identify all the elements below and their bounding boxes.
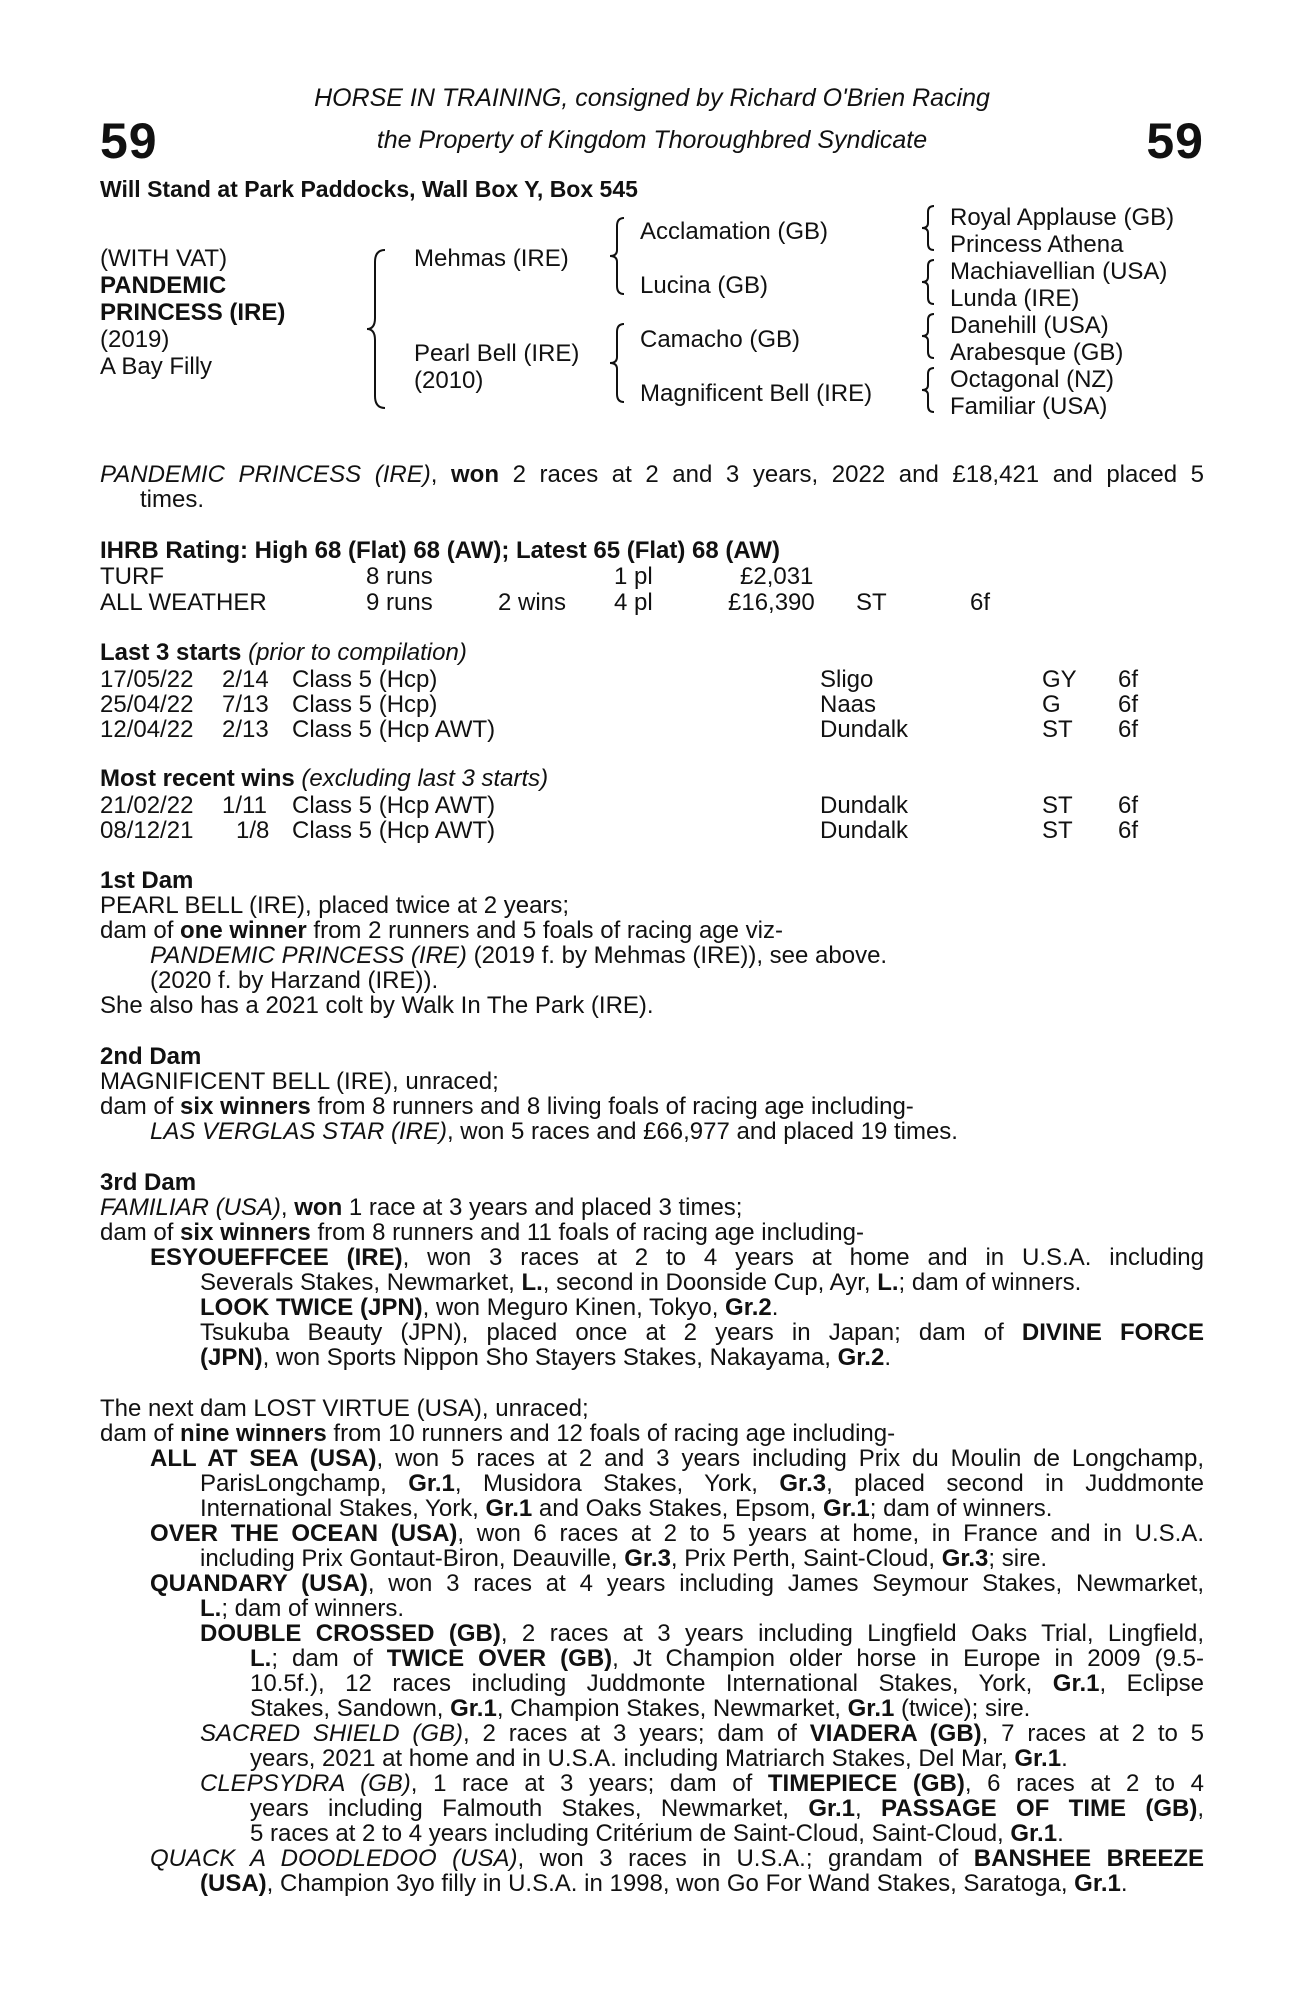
sire-name: Mehmas (IRE) — [414, 245, 569, 272]
next-dam-entry: years, 2021 at home and in U.S.A. including Matriarch Stakes, Del Mar, Gr.1. — [250, 1745, 1068, 1772]
horse-name-line2: PRINCESS (IRE) — [100, 299, 286, 326]
pedigree-brace-g3 — [920, 312, 938, 360]
next-dam-entry: QUACK A DOODLEDOO (USA), won 3 races in U.S.A.; grandam of BANSHEE BREEZE — [150, 1845, 1204, 1872]
pedigree-gen4-item: Octagonal (NZ) — [950, 366, 1115, 393]
dam1-line: She also has a 2021 colt by Walk In The Park (IRE). — [100, 992, 654, 1019]
next-dam-entry: years including Falmouth Stakes, Newmarket, Gr.1, PASSAGE OF TIME (GB), — [250, 1795, 1205, 1822]
pedigree-gen3-item: Camacho (GB) — [640, 326, 801, 353]
property-line: the Property of Kingdom Thoroughbred Syndicate — [376, 126, 928, 154]
dam2-title: 2nd Dam — [100, 1043, 202, 1070]
horse-sex: A Bay Filly — [100, 353, 213, 380]
dam3-title: 3rd Dam — [100, 1169, 197, 1196]
dam3-line: FAMILIAR (USA), won 1 race at 3 years and placed 3 times; — [100, 1194, 743, 1221]
pedigree-gen3-item: Acclamation (GB) — [640, 218, 829, 245]
next-dam-entry: DOUBLE CROSSED (GB), 2 races at 3 years including Lingfield Oaks Trial, Lingfield, — [200, 1620, 1204, 1647]
catalogue-page: 59 59 HORSE IN TRAINING, consigned by Richard O'Brien Racing the Property of Kingdom Thoroughbred Syndicate Will Stand at Park Paddocks, Wall Box Y, Box 545 (WITH VAT) PANDEMIC PRINCESS (IRE) (2019) A Bay Filly Mehmas (IRE) Pearl Bell (IRE) (2010) Acclamation (GB) Lucina (GB) Camacho (GB) Magnificent Bell (IRE) Royal Applause (GB) Princess Athena Machiavellian (USA) Lunda (IRE) Danehill (USA) Arabesque (GB) Octagonal (NZ) Familiar (USA) PANDEMIC PRINCESS (IRE), won 2 races at 2 and 3 years, 2022 and £18,421 and placed 5 times. IHRB Rating: High 68 (Flat) 68 (AW); Latest 65 (Flat) 68 (AW) TURF 8 runs 1 pl £2,031 ALL WEATHER 9 runs 2 wins 4 pl £16,390 ST 6f Last 3 starts (prior to compilation) 17/05/22 2/14 Class 5 (Hcp) Sligo GY 6f 25/04/22 7/13 Class 5 (Hcp) Naas G 6f 12/04/22 2/13 Class 5 (Hcp AWT) Dundalk ST 6f Most recent wins (excluding last 3 starts) 21/02/22 1/11 Class 5 (Hcp AWT) Dundalk ST 6f 08/12/21 1/8 Class 5 (Hcp AWT) Dundalk ST 6f 1st Dam PEARL BELL (IRE), placed twice at 2 years; dam of one winner from 2 runners and 5 foals of racing age viz- PANDEMIC PRINCESS (IRE) (2019 f. by Mehmas (IRE)), see above. (2020 f. by Harzand (IRE)). She also has a 2021 colt by Walk In The Park (IRE). 2nd Dam MAGNIFICENT BELL (IRE), unraced; dam of six winners from 8 runners and 8 living foals of racing age including- LAS VERGLAS STAR (IRE), won 5 races and £66,977 and placed 19 times. 3rd Dam FAMILIAR (USA), won 1 race at 3 years and placed 3 times; dam of six winners from 8 runners and 11 foals of racing age including- ESYOUEFFCEE (IRE), won 3 races at 2 to 4 years at home and in U.S.A. including Severals Stakes, Newmarket, L., second in Doonside Cup, Ayr, L.; dam of winners. LOOK TWICE (JPN), won Meguro Kinen, Tokyo, Gr.2. Tsukuba Beauty (JPN), placed once at 2 years in Japan; dam of DIVINE FORCE (JPN), won Sports Nippon Sho Stayers Stakes, Nakayama, Gr.2. The next dam LOST VIRTUE (USA), unraced; dam of nine winners from 10 runners and 12 foals of racing age including- ALL AT SEA (USA), won 5 races at 2 and 3 years including Prix du Moulin de Longchamp, ParisLongchamp, Gr.1, Musidora Stakes, York, Gr.3, placed second in Juddmonte International Stakes, York, Gr.1 and Oaks Stakes, Epsom, Gr.1; dam of winners. OVER THE OCEAN (USA), won 6 races at 2 to 5 years at home, in France and in U.S.A. including Prix Gontaut-Biron, Deauville, Gr.3, Prix Perth, Saint-Cloud, Gr.3; sire. QUANDARY (USA), won 3 races at 4 years including James Seymour Stakes, Newmarket, L.; dam of winners. DOUBLE CROSSED (GB), 2 races at 3 years including Lingfield Oaks Trial, Lingfield, L.; dam of TWICE OVER (GB), Jt Champion older horse in Europe in 2009 (9.5- 10.5f.), 12 races including Juddmonte International Stakes, York, Gr.1, Eclipse Stakes, Sandown, Gr.1, Champion Stakes, Newmarket, Gr.1 (twice); sire. SACRED SHIELD (GB), 2 races at 3 years; dam of VIADERA (GB), 7 races at 2 to 5 years, 2021 at home and in U.S.A. including Matriarch Stakes, Del Mar, Gr.1. CLEPSYDRA (GB), 1 race at 3 years; dam of TIMEPIECE (GB), 6 races at 2 to 4 years including Falmouth Stakes, Newmarket, Gr.1, PASSAGE OF TIME (GB), 5 races at 2 to 4 years including Critérium de Saint-Cloud, Saint-Cloud, Gr.1. QUACK A DOODLEDOO (USA), won 3 races in U.S.A.; grandam of BANSHEE BREEZE (USA), Champion 3yo filly in U.S.A. in 1998, won Go For Wand Stakes, Saratoga, Gr.1. — [100, 84, 1205, 1897]
next-dam-line: The next dam LOST VIRTUE (USA), unraced; — [100, 1395, 589, 1422]
dam1-line: (2020 f. by Harzand (IRE)). — [150, 967, 439, 994]
next-dam-entry: Stakes, Sandown, Gr.1, Champion Stakes, Newmarket, Gr.1 (twice); sire. — [250, 1695, 1031, 1722]
dam3-entry: Severals Stakes, Newmarket, L., second in Doonside Cup, Ayr, L.; dam of winners. — [200, 1269, 1082, 1296]
pedigree-gen4-item: Danehill (USA) — [950, 312, 1109, 339]
dam3-line: dam of six winners from 8 runners and 11 foals of racing age including- — [100, 1219, 864, 1246]
pedigree-gen3-item: Lucina (GB) — [640, 272, 769, 299]
dam2-line: LAS VERGLAS STAR (IRE), won 5 races and £66,977 and placed 19 times. — [150, 1118, 958, 1145]
pedigree-gen4-item: Familiar (USA) — [950, 393, 1108, 420]
pedigree-gen4-item: Royal Applause (GB) — [950, 204, 1175, 231]
dam-name: Pearl Bell (IRE) — [414, 340, 580, 367]
recent-wins-heading: Most recent wins (excluding last 3 starts) — [100, 765, 549, 792]
pedigree-brace-sire — [608, 216, 628, 296]
lot-number-right: 59 — [1146, 113, 1204, 169]
dam2-line: MAGNIFICENT BELL (IRE), unraced; — [100, 1068, 499, 1095]
horse-year: (2019) — [100, 326, 170, 353]
dam1-title: 1st Dam — [100, 867, 194, 894]
next-dam-entry: CLEPSYDRA (GB), 1 race at 3 years; dam of TIMEPIECE (GB), 6 races at 2 to 4 — [200, 1770, 1204, 1797]
stand-location: Will Stand at Park Paddocks, Wall Box Y, Box 545 — [100, 176, 638, 202]
pedigree-brace-dam — [608, 322, 628, 404]
dam3-entry: Tsukuba Beauty (JPN), placed once at 2 years in Japan; dam of DIVINE FORCE — [200, 1319, 1204, 1346]
next-dam-entry: QUANDARY (USA), won 3 races at 4 years including James Seymour Stakes, Newmarket, — [150, 1570, 1204, 1597]
lot-number-left: 59 — [100, 113, 158, 169]
next-dam-entry: OVER THE OCEAN (USA), won 6 races at 2 to 5 years at home, in France and in U.S.A. — [150, 1520, 1204, 1547]
next-dam-entry: 5 races at 2 to 4 years including Critérium de Saint-Cloud, Saint-Cloud, Gr.1. — [250, 1820, 1064, 1847]
vat-note: (WITH VAT) — [100, 245, 228, 272]
next-dam-entry: including Prix Gontaut-Biron, Deauville, Gr.3, Prix Perth, Saint-Cloud, Gr.3; sire. — [200, 1545, 1048, 1572]
dam3-entry: (JPN), won Sports Nippon Sho Stayers Stakes, Nakayama, Gr.2. — [200, 1344, 891, 1371]
next-dam-entry: International Stakes, York, Gr.1 and Oaks Stakes, Epsom, Gr.1; dam of winners. — [200, 1495, 1053, 1522]
next-dam-entry: ParisLongchamp, Gr.1, Musidora Stakes, York, Gr.3, placed second in Juddmonte — [200, 1470, 1204, 1497]
next-dam-entry: L.; dam of TWICE OVER (GB), Jt Champion older horse in Europe in 2009 (9.5- — [250, 1645, 1205, 1672]
pedigree-gen4-item: Lunda (IRE) — [950, 285, 1080, 312]
summary-line1: PANDEMIC PRINCESS (IRE), won 2 races at 2 and 3 years, 2022 and £18,421 and placed 5 — [100, 461, 1204, 488]
next-dam-entry: SACRED SHIELD (GB), 2 races at 3 years; dam of VIADERA (GB), 7 races at 2 to 5 — [200, 1720, 1205, 1747]
horse-name-line1: PANDEMIC — [100, 272, 227, 299]
pedigree-brace-g1 — [920, 204, 938, 252]
dam2-line: dam of six winners from 8 runners and 8 living foals of racing age including- — [100, 1093, 914, 1120]
next-dam-entry: 10.5f.), 12 races including Juddmonte International Stakes, York, Gr.1, Eclipse — [250, 1670, 1204, 1697]
dam3-entry: ESYOUEFFCEE (IRE), won 3 races at 2 to 4 years at home and in U.S.A. including — [150, 1244, 1204, 1271]
summary-line2: times. — [140, 486, 205, 513]
dam-year: (2010) — [414, 367, 484, 394]
last3-heading: Last 3 starts (prior to compilation) — [100, 639, 467, 666]
pedigree-gen4-item: Arabesque (GB) — [950, 339, 1124, 366]
next-dam-line: dam of nine winners from 10 runners and 12 foals of racing age including- — [100, 1420, 896, 1447]
pedigree-brace-g2 — [920, 258, 938, 306]
dam1-line: PANDEMIC PRINCESS (IRE) (2019 f. by Mehmas (IRE)), see above. — [150, 942, 888, 969]
dam1-line: dam of one winner from 2 runners and 5 foals of racing age viz- — [100, 917, 783, 944]
consignor-line: HORSE IN TRAINING, consigned by Richard O'Brien Racing — [314, 84, 990, 112]
next-dam-entry: (USA), Champion 3yo filly in U.S.A. in 1998, won Go For Wand Stakes, Saratoga, Gr.1. — [200, 1870, 1128, 1897]
pedigree-brace-g4 — [920, 366, 938, 414]
dam3-entry: LOOK TWICE (JPN), won Meguro Kinen, Tokyo, Gr.2. — [200, 1294, 779, 1321]
pedigree-gen3-item: Magnificent Bell (IRE) — [640, 380, 873, 407]
rating-title: IHRB Rating: High 68 (Flat) 68 (AW); Latest 65 (Flat) 68 (AW) — [100, 537, 781, 564]
next-dam-entry: ALL AT SEA (USA), won 5 races at 2 and 3 years including Prix du Moulin de Longchamp, — [150, 1445, 1204, 1472]
pedigree-gen4-item: Machiavellian (USA) — [950, 258, 1168, 285]
pedigree-gen4-item: Princess Athena — [950, 231, 1124, 258]
pedigree-brace-main — [365, 248, 389, 410]
dam1-line: PEARL BELL (IRE), placed twice at 2 years; — [100, 892, 570, 919]
next-dam-entry: L.; dam of winners. — [200, 1595, 405, 1622]
